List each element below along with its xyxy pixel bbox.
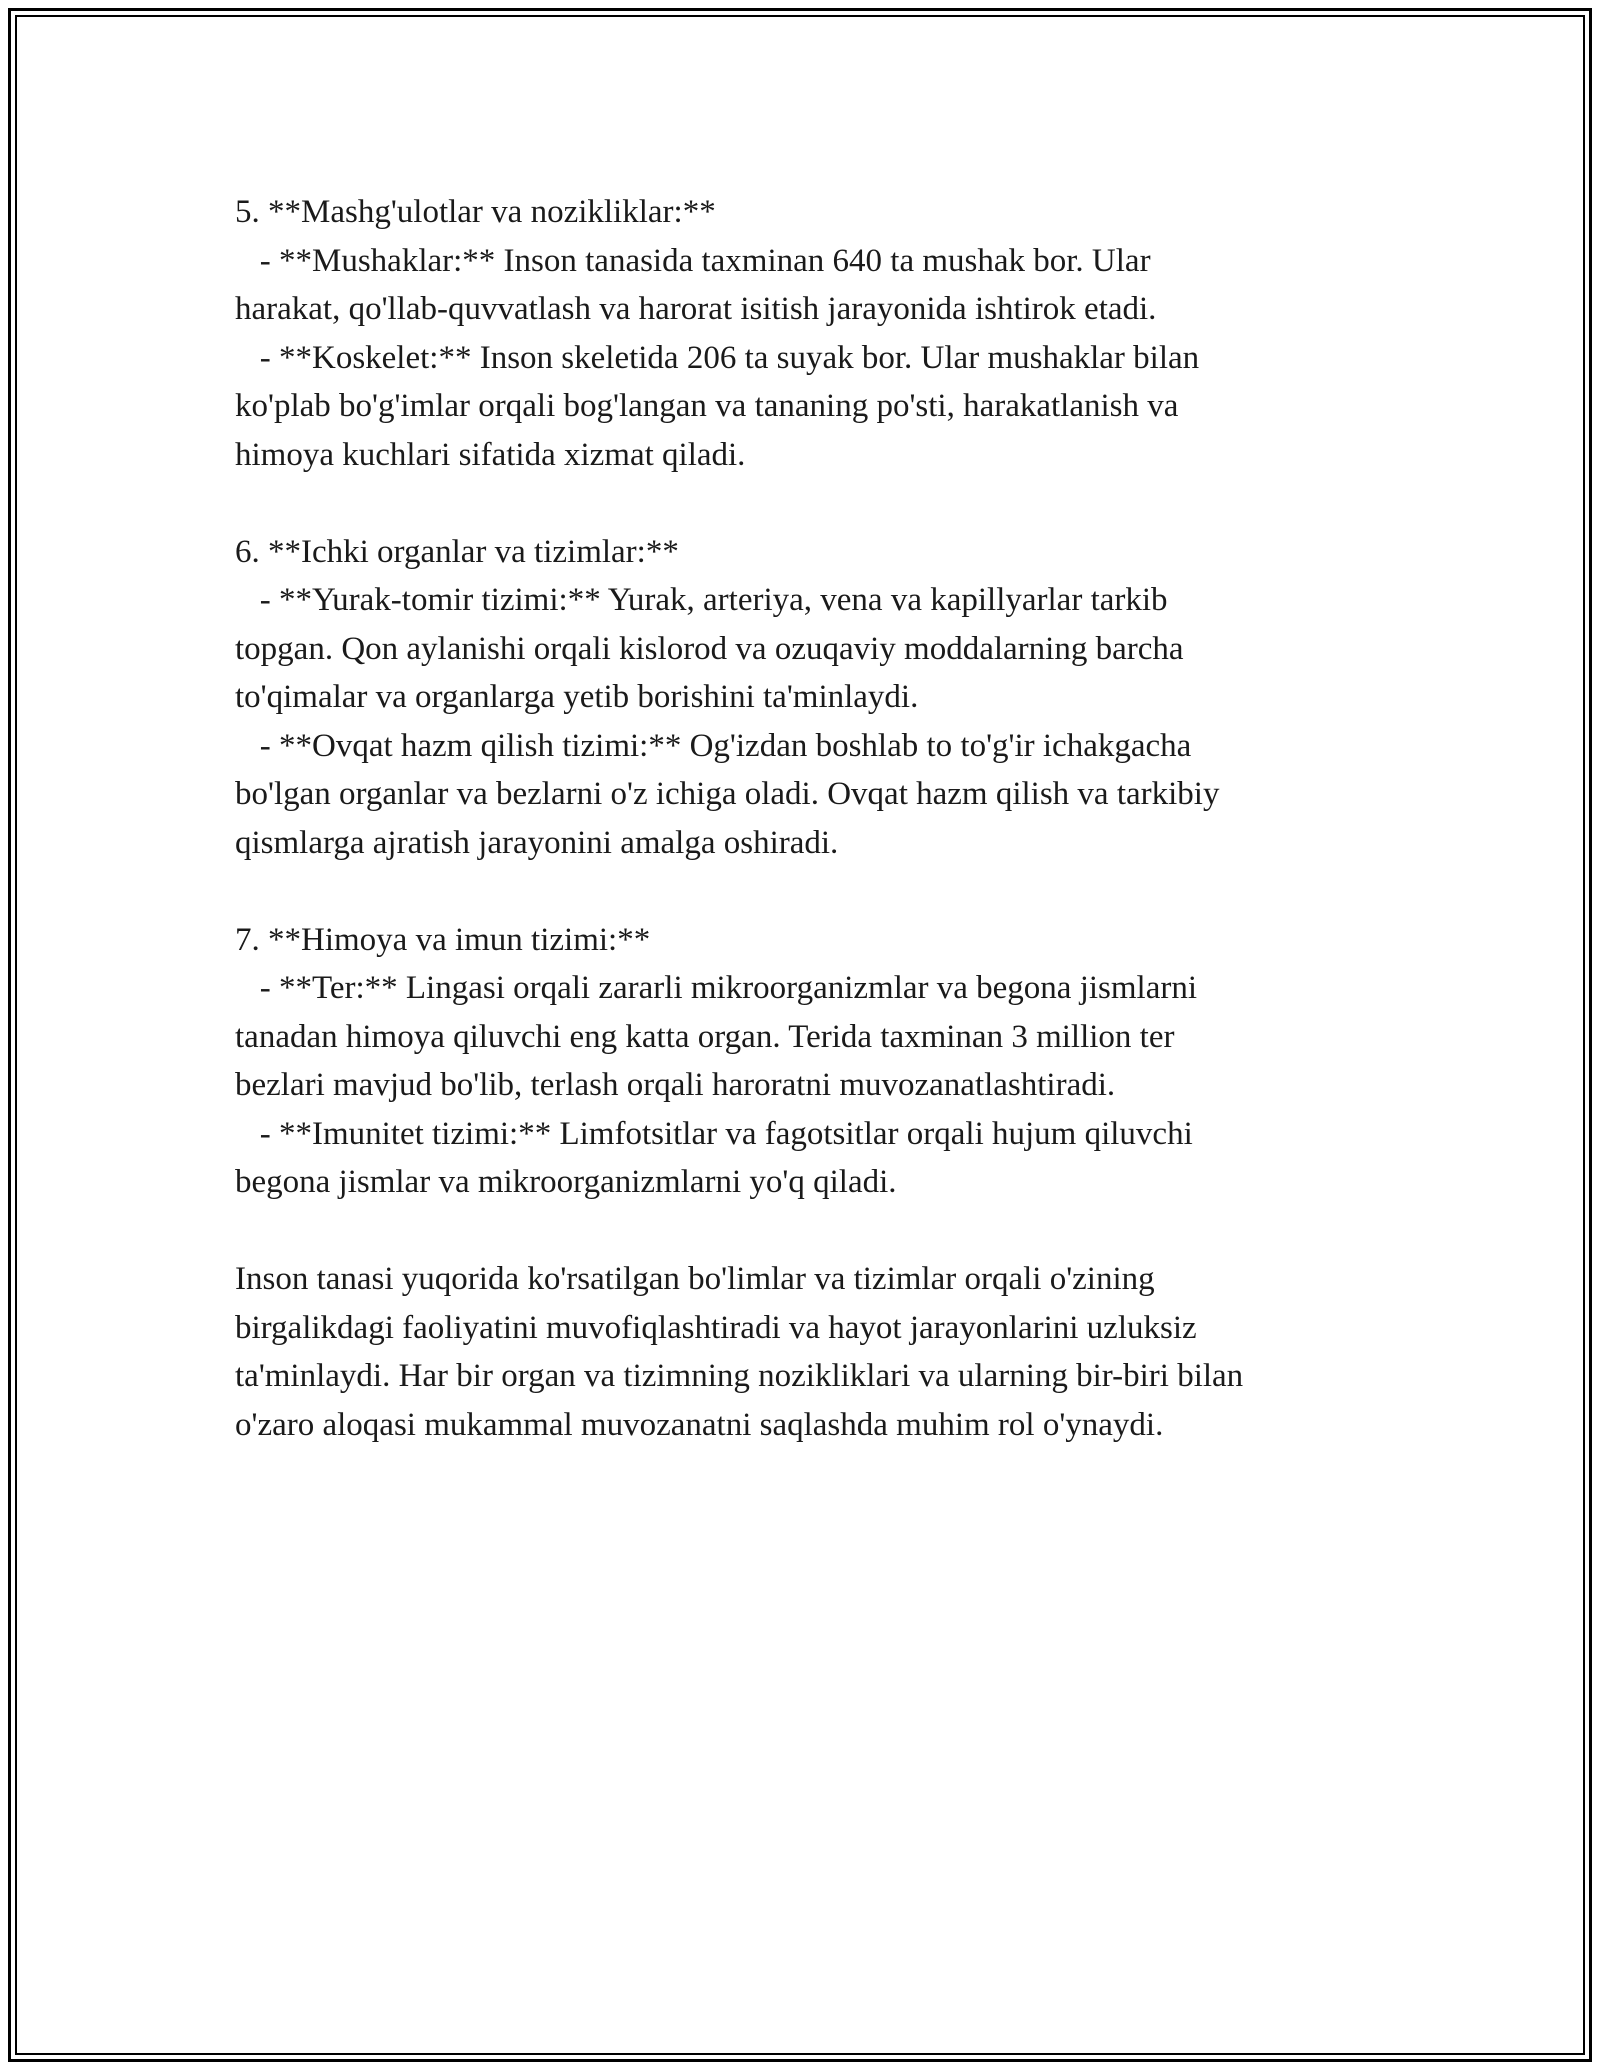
paragraph-spacer — [235, 479, 1375, 528]
text-line: bo'lgan organlar va bezlarni o'z ichiga oladi. Ovqat hazm qilish va tarkibiy — [235, 776, 1220, 812]
text-line: - **Ovqat hazm qilish tizimi:** Og'izdan boshlab to to'g'ir ichakgacha — [235, 727, 1192, 764]
section-heading: 5. **Mashg'ulotlar va nozikliklar:** — [235, 194, 716, 230]
text-line: - **Imunitet tizimi:** Limfotsitlar va fagotsitlar orqali hujum qiluvchi — [235, 1115, 1193, 1152]
text-line: - **Ter:** Lingasi orqali zararli mikroorganizmlar va begona jismlarni — [235, 970, 1198, 1006]
text-line: ta'minlaydi. Har bir organ va tizimning nozikliklari va ularning bir-biri bilan — [235, 1358, 1244, 1394]
document-body — [235, 188, 1375, 1449]
paragraph-spacer — [235, 867, 1375, 916]
text-line: bezlari mavjud bo'lib, terlash orqali haroratni muvozanatlashtiradi. — [235, 1067, 1116, 1103]
section-internal-organs — [235, 528, 1375, 868]
text-line: - **Koskelet:** Inson skeletida 206 ta suyak bor. Ular mushaklar bilan — [235, 339, 1200, 376]
text-line: Inson tanasi yuqorida ko'rsatilgan bo'limlar va tizimlar orqali o'zining — [235, 1261, 1155, 1297]
text-line: topgan. Qon aylanishi orqali kislorod va ozuqaviy moddalarning barcha — [235, 630, 1184, 667]
section-musculoskeletal — [235, 188, 1375, 479]
text-line: tanadan himoya qiluvchi eng katta organ. Terida taxminan 3 million ter — [235, 1018, 1175, 1055]
section-immune-system — [235, 916, 1375, 1207]
text-line: to'qimalar va organlarga yetib borishini ta'minlaydi. — [235, 679, 919, 715]
text-line: ko'plab bo'g'imlar orqali bog'langan va tananing po'sti, harakatlanish va — [235, 388, 1179, 424]
text-line: qismlarga ajratish jarayonini amalga oshiradi. — [235, 824, 839, 861]
text-line: - **Mushaklar:** Inson tanasida taxminan 640 ta mushak bor. Ular — [235, 242, 1151, 279]
text-line: - **Yurak-tomir tizimi:** Yurak, arteriya, vena va kapillyarlar tarkib — [235, 582, 1168, 618]
paragraph-spacer — [235, 1207, 1375, 1256]
text-line: o'zaro aloqasi mukammal muvozanatni saqlashda muhim rol o'ynaydi. — [235, 1406, 1164, 1443]
text-line: harakat, qo'llab-quvvatlash va harorat isitish jarayonida ishtirok etadi. — [235, 291, 1157, 327]
text-line: begona jismlar va mikroorganizmlarni yo'q qiladi. — [235, 1164, 897, 1200]
section-conclusion — [235, 1255, 1375, 1449]
text-line: birgalikdagi faoliyatini muvofiqlashtiradi va hayot jarayonlarini uzluksiz — [235, 1309, 1197, 1346]
text-line: himoya kuchlari sifatida xizmat qiladi. — [235, 436, 746, 473]
section-heading: 7. **Himoya va imun tizimi:** — [235, 921, 651, 958]
section-heading: 6. **Ichki organlar va tizimlar:** — [235, 533, 679, 570]
